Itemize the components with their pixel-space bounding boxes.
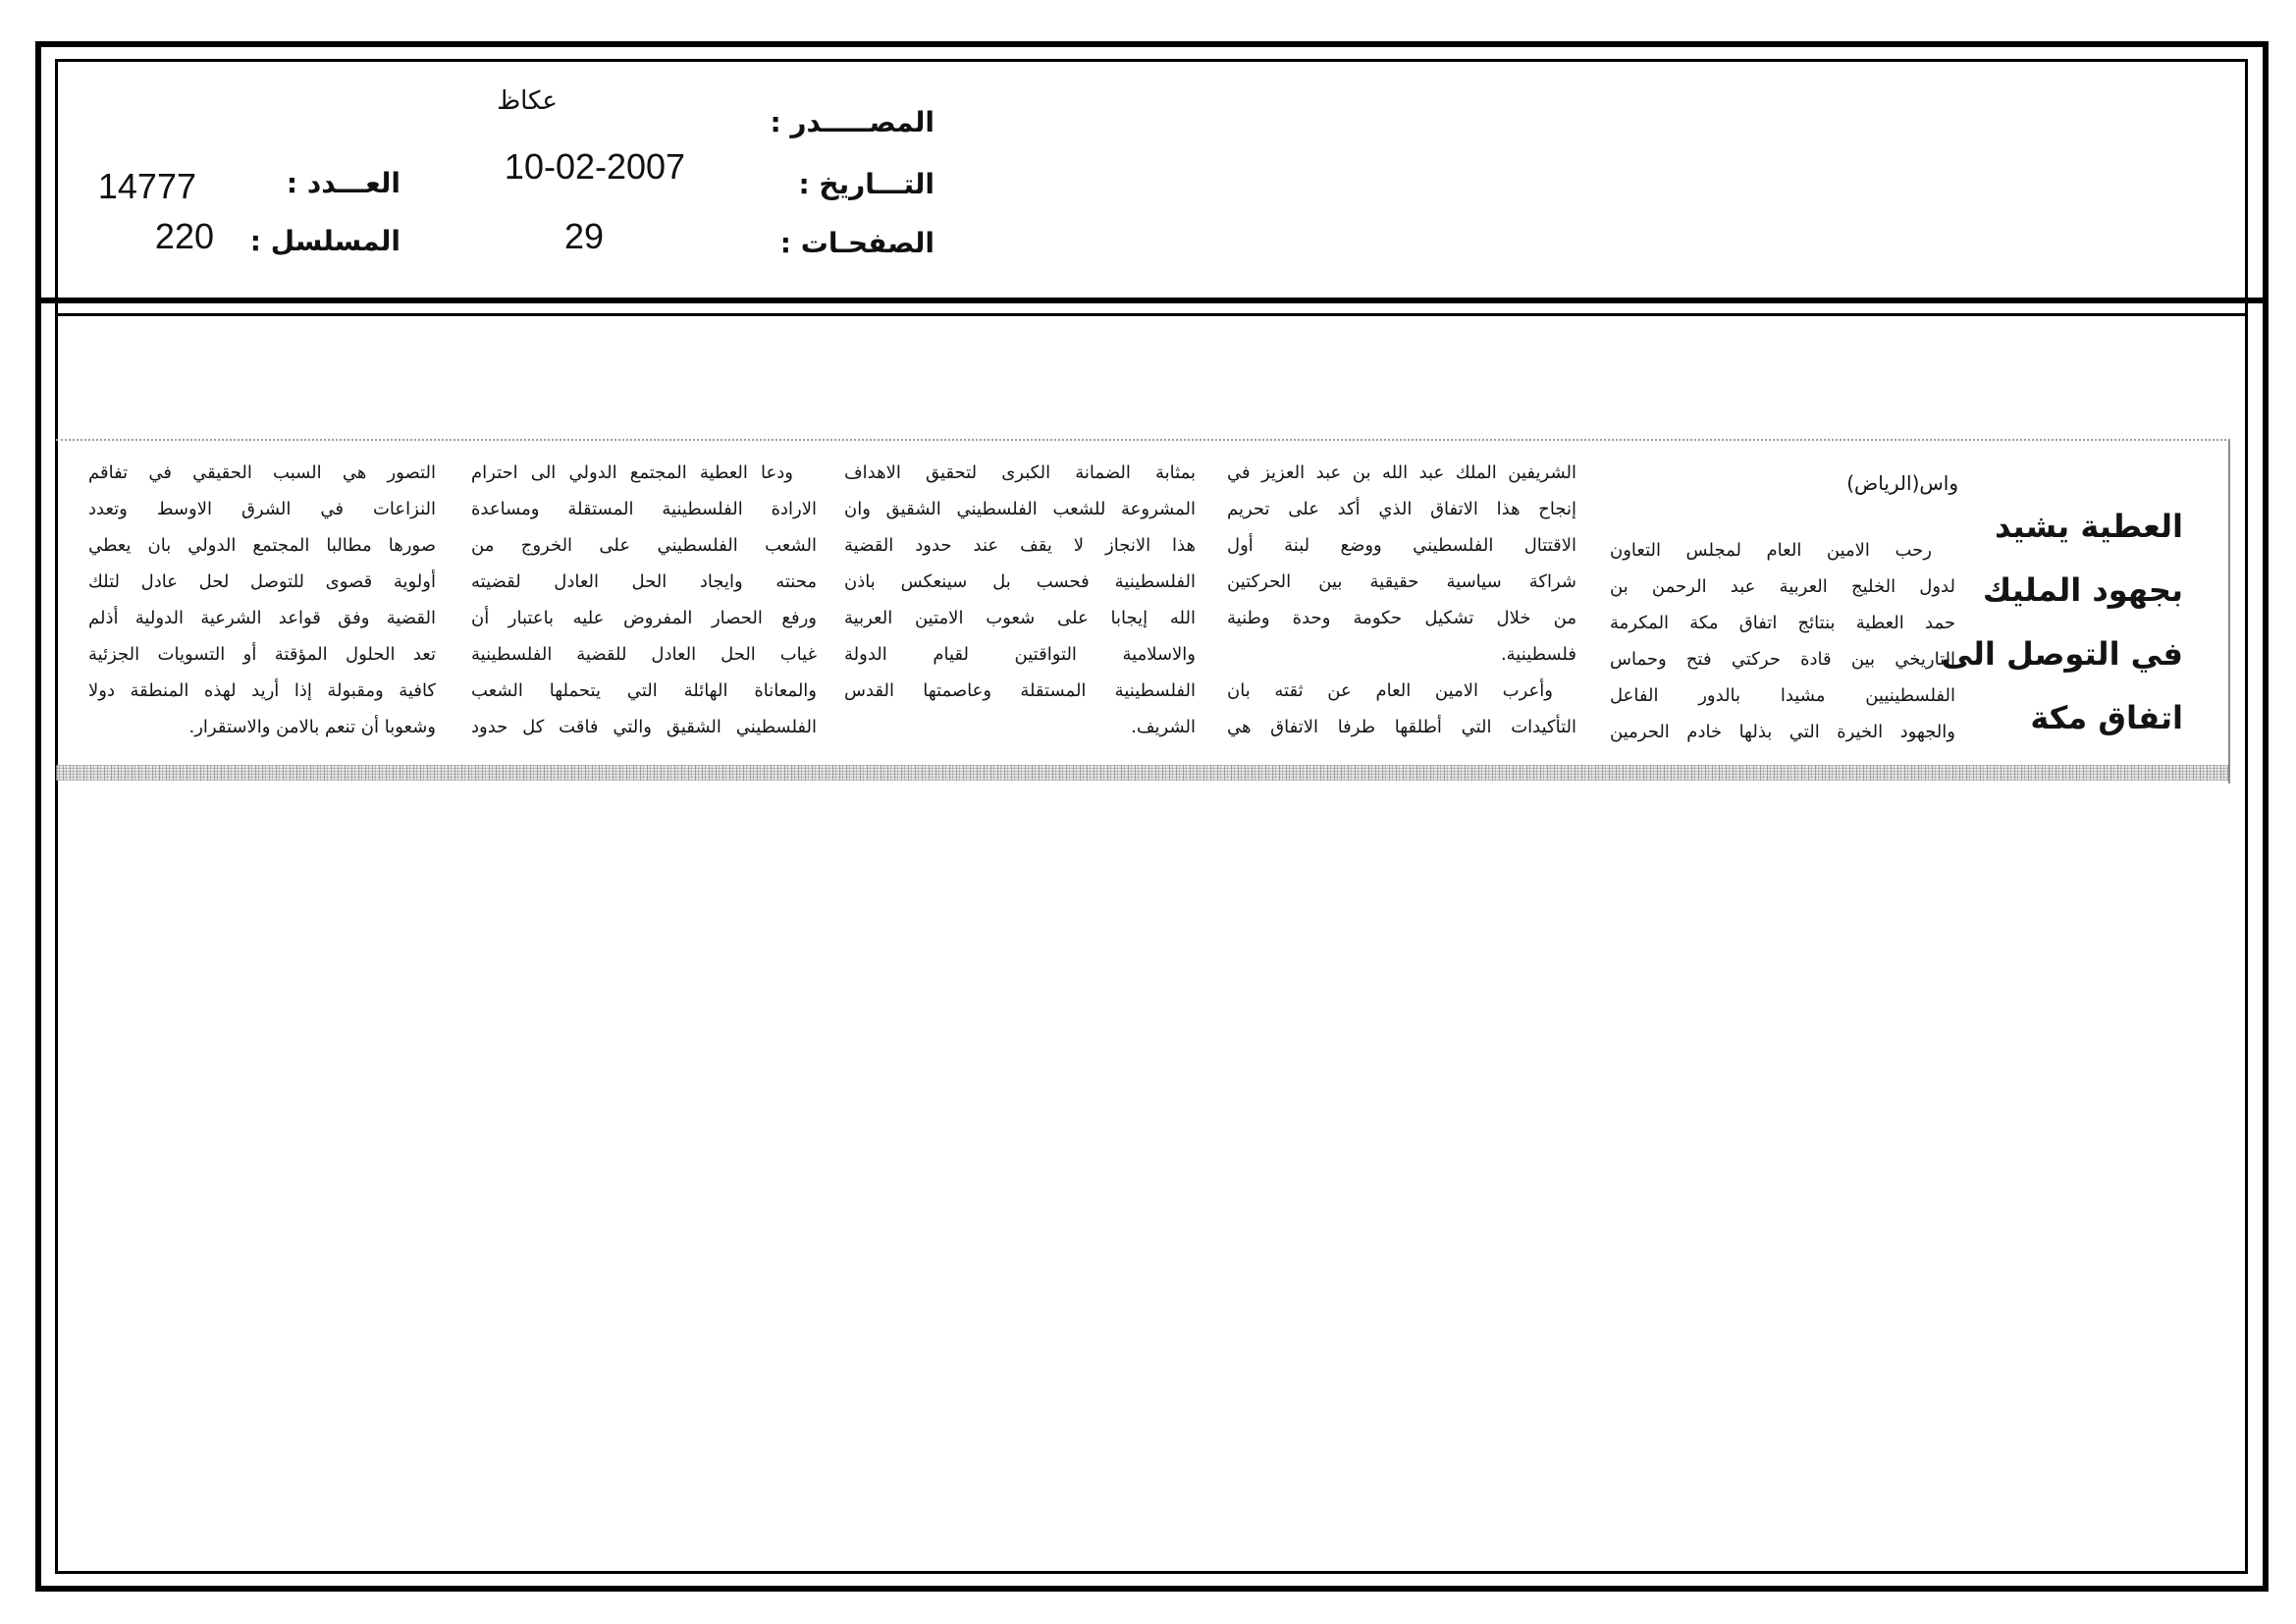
article-line: التاريخي بين قادة حركتي فتح وحماس: [1610, 649, 1955, 670]
article-line: أولوية قصوى للتوصل لحل عادل لتلك: [88, 571, 436, 592]
serial-value: 220: [154, 216, 214, 256]
clipping-info-header: [0, 0, 2296, 314]
headline-line: العطية يشيد: [1995, 508, 2183, 545]
date-label: التـــاريخ :: [798, 168, 934, 200]
article-line: الارادة الفلسطينية المستقلة ومساعدة: [471, 499, 817, 519]
article-line: الله إيجابا على شعوب الامتين العربية: [844, 608, 1196, 628]
headline-line: اتفاق مكة: [2030, 699, 2183, 736]
article-line: كافية ومقبولة إذا أريد لهذه المنطقة دولا: [88, 680, 436, 701]
issue-label: العـــدد :: [286, 167, 400, 199]
article-line: ورفع الحصار المفروض عليه باعتبار أن: [471, 608, 817, 628]
article-line: لدول الخليج العربية عبد الرحمن بن: [1610, 576, 1955, 597]
article-line: هذا الانجاز لا يقف عند حدود القضية: [844, 535, 1196, 556]
scan-edge-noise: [56, 765, 2228, 781]
article-line: الشريفين الملك عبد الله بن عبد العزيز في: [1227, 462, 1576, 483]
pages-label: الصفحـات :: [779, 227, 934, 259]
article-column-3: [844, 455, 1196, 745]
article-line: المشروعة للشعب الفلسطيني الشقيق وان: [844, 499, 1196, 519]
article-line: والجهود الخيرة التي بذلها خادم الحرمين: [1610, 722, 1955, 742]
article-line: غياب الحل العادل للقضية الفلسطينية: [471, 644, 817, 665]
article-line: شراكة سياسية حقيقية بين الحركتين: [1227, 571, 1576, 592]
article-line: صورها مطالبا المجتمع الدولي بان يعطي: [88, 535, 436, 556]
article-line: الفلسطيني الشقيق والتي فاقت كل حدود: [471, 717, 817, 737]
headline-line: في التوصل الى: [1941, 635, 2183, 673]
issue-value: 14777: [97, 166, 196, 206]
article-line: حمد العطية بنتائج اتفاق مكة المكرمة: [1610, 613, 1955, 633]
article-line: الفلسطينية فحسب بل سينعكس باذن: [844, 571, 1196, 592]
article-line: ودعا العطية المجتمع الدولي الى احترام: [471, 462, 793, 483]
article-line: تعد الحلول المؤقتة أو التسويات الجزئية: [88, 644, 436, 665]
article-line: الشعب الفلسطيني على الخروج من: [471, 535, 817, 556]
article-line: بمثابة الضمانة الكبرى لتحقيق الاهداف: [844, 462, 1196, 483]
article-line: الشريف.: [1131, 717, 1196, 737]
article-line: الفلسطينية المستقلة وعاصمتها القدس: [844, 680, 1196, 701]
article-line: الفلسطينيين مشيدا بالدور الفاعل: [1610, 685, 1955, 706]
source-value: عكاظ: [497, 86, 558, 116]
article-line: التصور هي السبب الحقيقي في تفاقم: [88, 462, 436, 483]
serial-label: المسلسل :: [249, 225, 400, 257]
article-line: فلسطينية.: [1500, 644, 1576, 665]
article-line: النزاعات في الشرق الاوسط وتعدد: [88, 499, 436, 519]
date-value: 10-02-2007: [504, 146, 686, 187]
headline-line: بجهود المليك: [1982, 571, 2183, 609]
article-column-2: [1227, 455, 1576, 745]
article-line: التأكيدات التي أطلقها طرفا الاتفاق هي: [1227, 717, 1576, 737]
article-line: محنته وايجاد الحل العادل لقضيته: [471, 571, 817, 592]
article-line: الاقتتال الفلسطيني ووضع لبنة أول: [1227, 535, 1576, 556]
article-line: والاسلامية التواقتين لقيام الدولة: [844, 644, 1196, 665]
source-label: المصـــــدر :: [770, 106, 934, 138]
article-line: من خلال تشكيل حكومة وحدة وطنية: [1227, 608, 1576, 628]
article-column-1: [1610, 532, 1955, 750]
article-column-4: [471, 455, 817, 745]
article-line: وأعرب الامين العام عن ثقته بان: [1227, 680, 1553, 701]
article-line: والمعاناة الهائلة التي يتحملها الشعب: [471, 680, 817, 701]
headline: [1941, 495, 2183, 750]
article-clipping: [56, 439, 2230, 784]
article-line: وشعوبا أن تنعم بالامن والاستقرار.: [188, 717, 436, 737]
dateline: واس(الرياض): [1846, 471, 1958, 495]
article-line: إنجاح هذا الاتفاق الذي أكد على تحريم: [1227, 499, 1576, 519]
article-column-5: [88, 455, 436, 745]
pages-value: 29: [563, 216, 605, 256]
article-line: القضية وفق قواعد الشرعية الدولية أذلم: [88, 608, 436, 628]
article-line: رحب الامين العام لمجلس التعاون: [1610, 540, 1932, 561]
